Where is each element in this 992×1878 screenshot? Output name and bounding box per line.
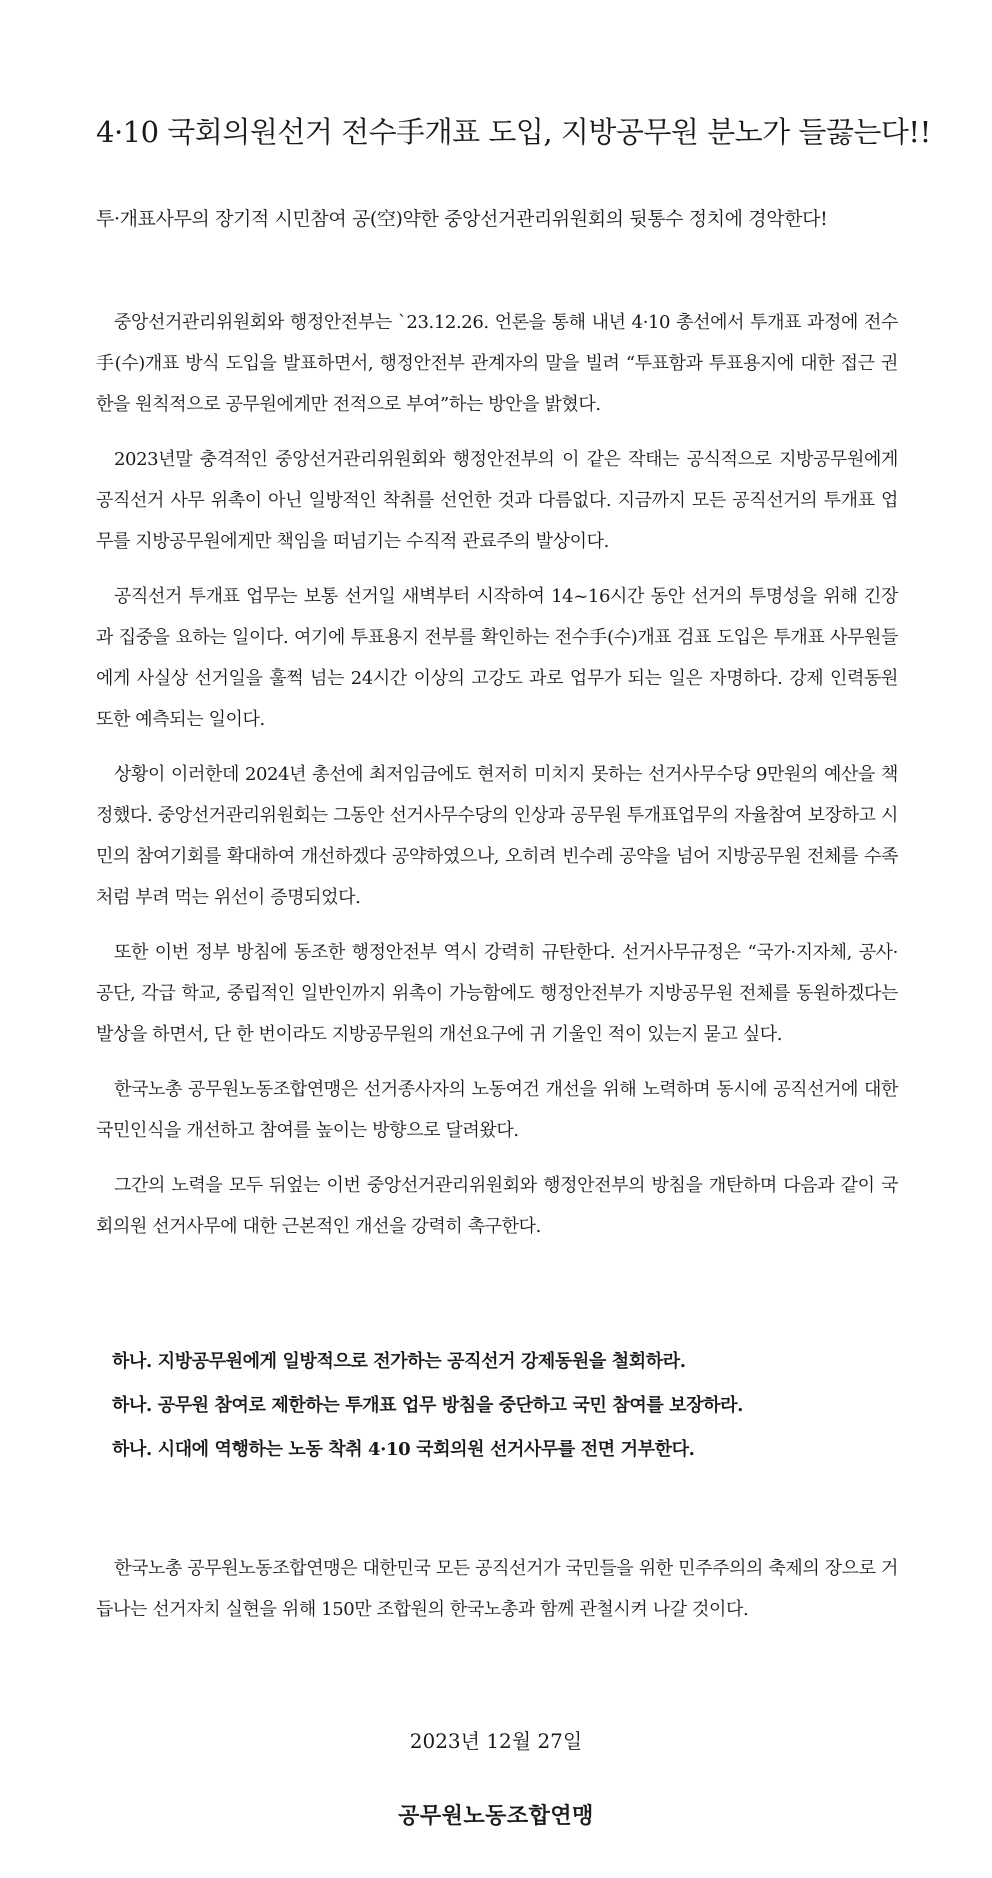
demand-item: 하나. 공무원 참여로 제한하는 투개표 업무 방침을 중단하고 국민 참여를 보장하라. xyxy=(112,1395,743,1416)
closing-section xyxy=(96,1548,898,1630)
document-subtitle: 투·개표사무의 장기적 시민참여 공(空)약한 중앙선거관리위원회의 뒷통수 정치에 경악한다! xyxy=(96,208,828,230)
body-paragraphs xyxy=(96,302,898,1261)
demand-item: 하나. 시대에 역행하는 노동 착취 4·10 국회의원 선거사무를 전면 거부한다. xyxy=(112,1439,695,1460)
paragraph: 공직선거 투개표 업무는 보통 선거일 새벽부터 시작하여 14~16시간 동안 선거의 투명성을 위해 긴장과 집중을 요하는 일이다. 여기에 투표용지 전부를 확인하는 전수手(수)개표 검표 도입은 투개표 사무원들에게 사실상 선거일을 훌쩍 넘는 24시간 이상의 고강도 과로 업무가 되는 일은 자명하다. 강제 인력동원 또한 예측되는 일이다. xyxy=(96,586,898,730)
document-title: 4·10 국회의원선거 전수手개표 도입, 지방공무원 분노가 들끓는다!! xyxy=(96,115,931,149)
paragraph: 상황이 이러한데 2024년 총선에 최저임금에도 현저히 미치지 못하는 선거사무수당 9만원의 예산을 책정했다. 중앙선거관리위원회는 그동안 선거사무수당의 인상과 공무원 투개표업무의 자율참여 보장하고 시민의 참여기회를 확대하여 개선하겠다 공약하였으나, 오히려 빈수레 공약을 넘어 지방공무원 전체를 수족처럼 부려 먹는 위선이 증명되었다. xyxy=(96,764,898,908)
paragraph: 그간의 노력을 모두 뒤엎는 이번 중앙선거관리위원회와 행정안전부의 방침을 개탄하며 다음과 같이 국회의원 선거사무에 대한 근본적인 개선을 강력히 촉구한다. xyxy=(96,1175,898,1237)
document-date: 2023년 12월 27일 xyxy=(409,1729,583,1753)
paragraph: 한국노총 공무원노동조합연맹은 선거종사자의 노동여건 개선을 위해 노력하며 동시에 공직선거에 대한 국민인식을 개선하고 참여를 높이는 방향으로 달려왔다. xyxy=(96,1079,898,1141)
paragraph: 2023년말 충격적인 중앙선거관리위원회와 행정안전부의 이 같은 작태는 공식적으로 지방공무원에게 공직선거 사무 위촉이 아닌 일방적인 착취를 선언한 것과 다름없다. 지금까지 모든 공직선거의 투개표 업무를 지방공무원에게만 책임을 떠넘기는 수직적 관료주의 발상이다. xyxy=(96,449,898,552)
closing-paragraph: 한국노총 공무원노동조합연맹은 대한민국 모든 공직선거가 국민들을 위한 민주주의의 축제의 장으로 거듭나는 선거자치 실현을 위해 150만 조합원의 한국노총과 함께 관철시켜 나갈 것이다. xyxy=(96,1558,898,1620)
demands-list xyxy=(112,1340,912,1472)
paragraph: 중앙선거관리위원회와 행정안전부는 `23.12.26. 언론을 통해 내년 4·10 총선에서 투개표 과정에 전수手(수)개표 방식 도입을 발표하면서, 행정안전부 관계자의 말을 빌려 “투표함과 투표용지에 대한 접근 권한을 원칙적으로 공무원에게만 전적으로 부여”하는 방안을 밝혔다. xyxy=(96,312,898,415)
signature: 공무원노동조합연맹 xyxy=(398,1803,594,1829)
paragraph: 또한 이번 정부 방침에 동조한 행정안전부 역시 강력히 규탄한다. 선거사무규정은 “국가·지자체, 공사·공단, 각급 학교, 중립적인 일반인까지 위촉이 가능함에도 행정안전부가 지방공무원 전체를 동원하겠다는 발상을 하면서, 단 한 번이라도 지방공무원의 개선요구에 귀 기울인 적이 있는지 묻고 싶다. xyxy=(96,942,898,1045)
demand-item: 하나. 지방공무원에게 일방적으로 전가하는 공직선거 강제동원을 철회하라. xyxy=(112,1351,686,1372)
